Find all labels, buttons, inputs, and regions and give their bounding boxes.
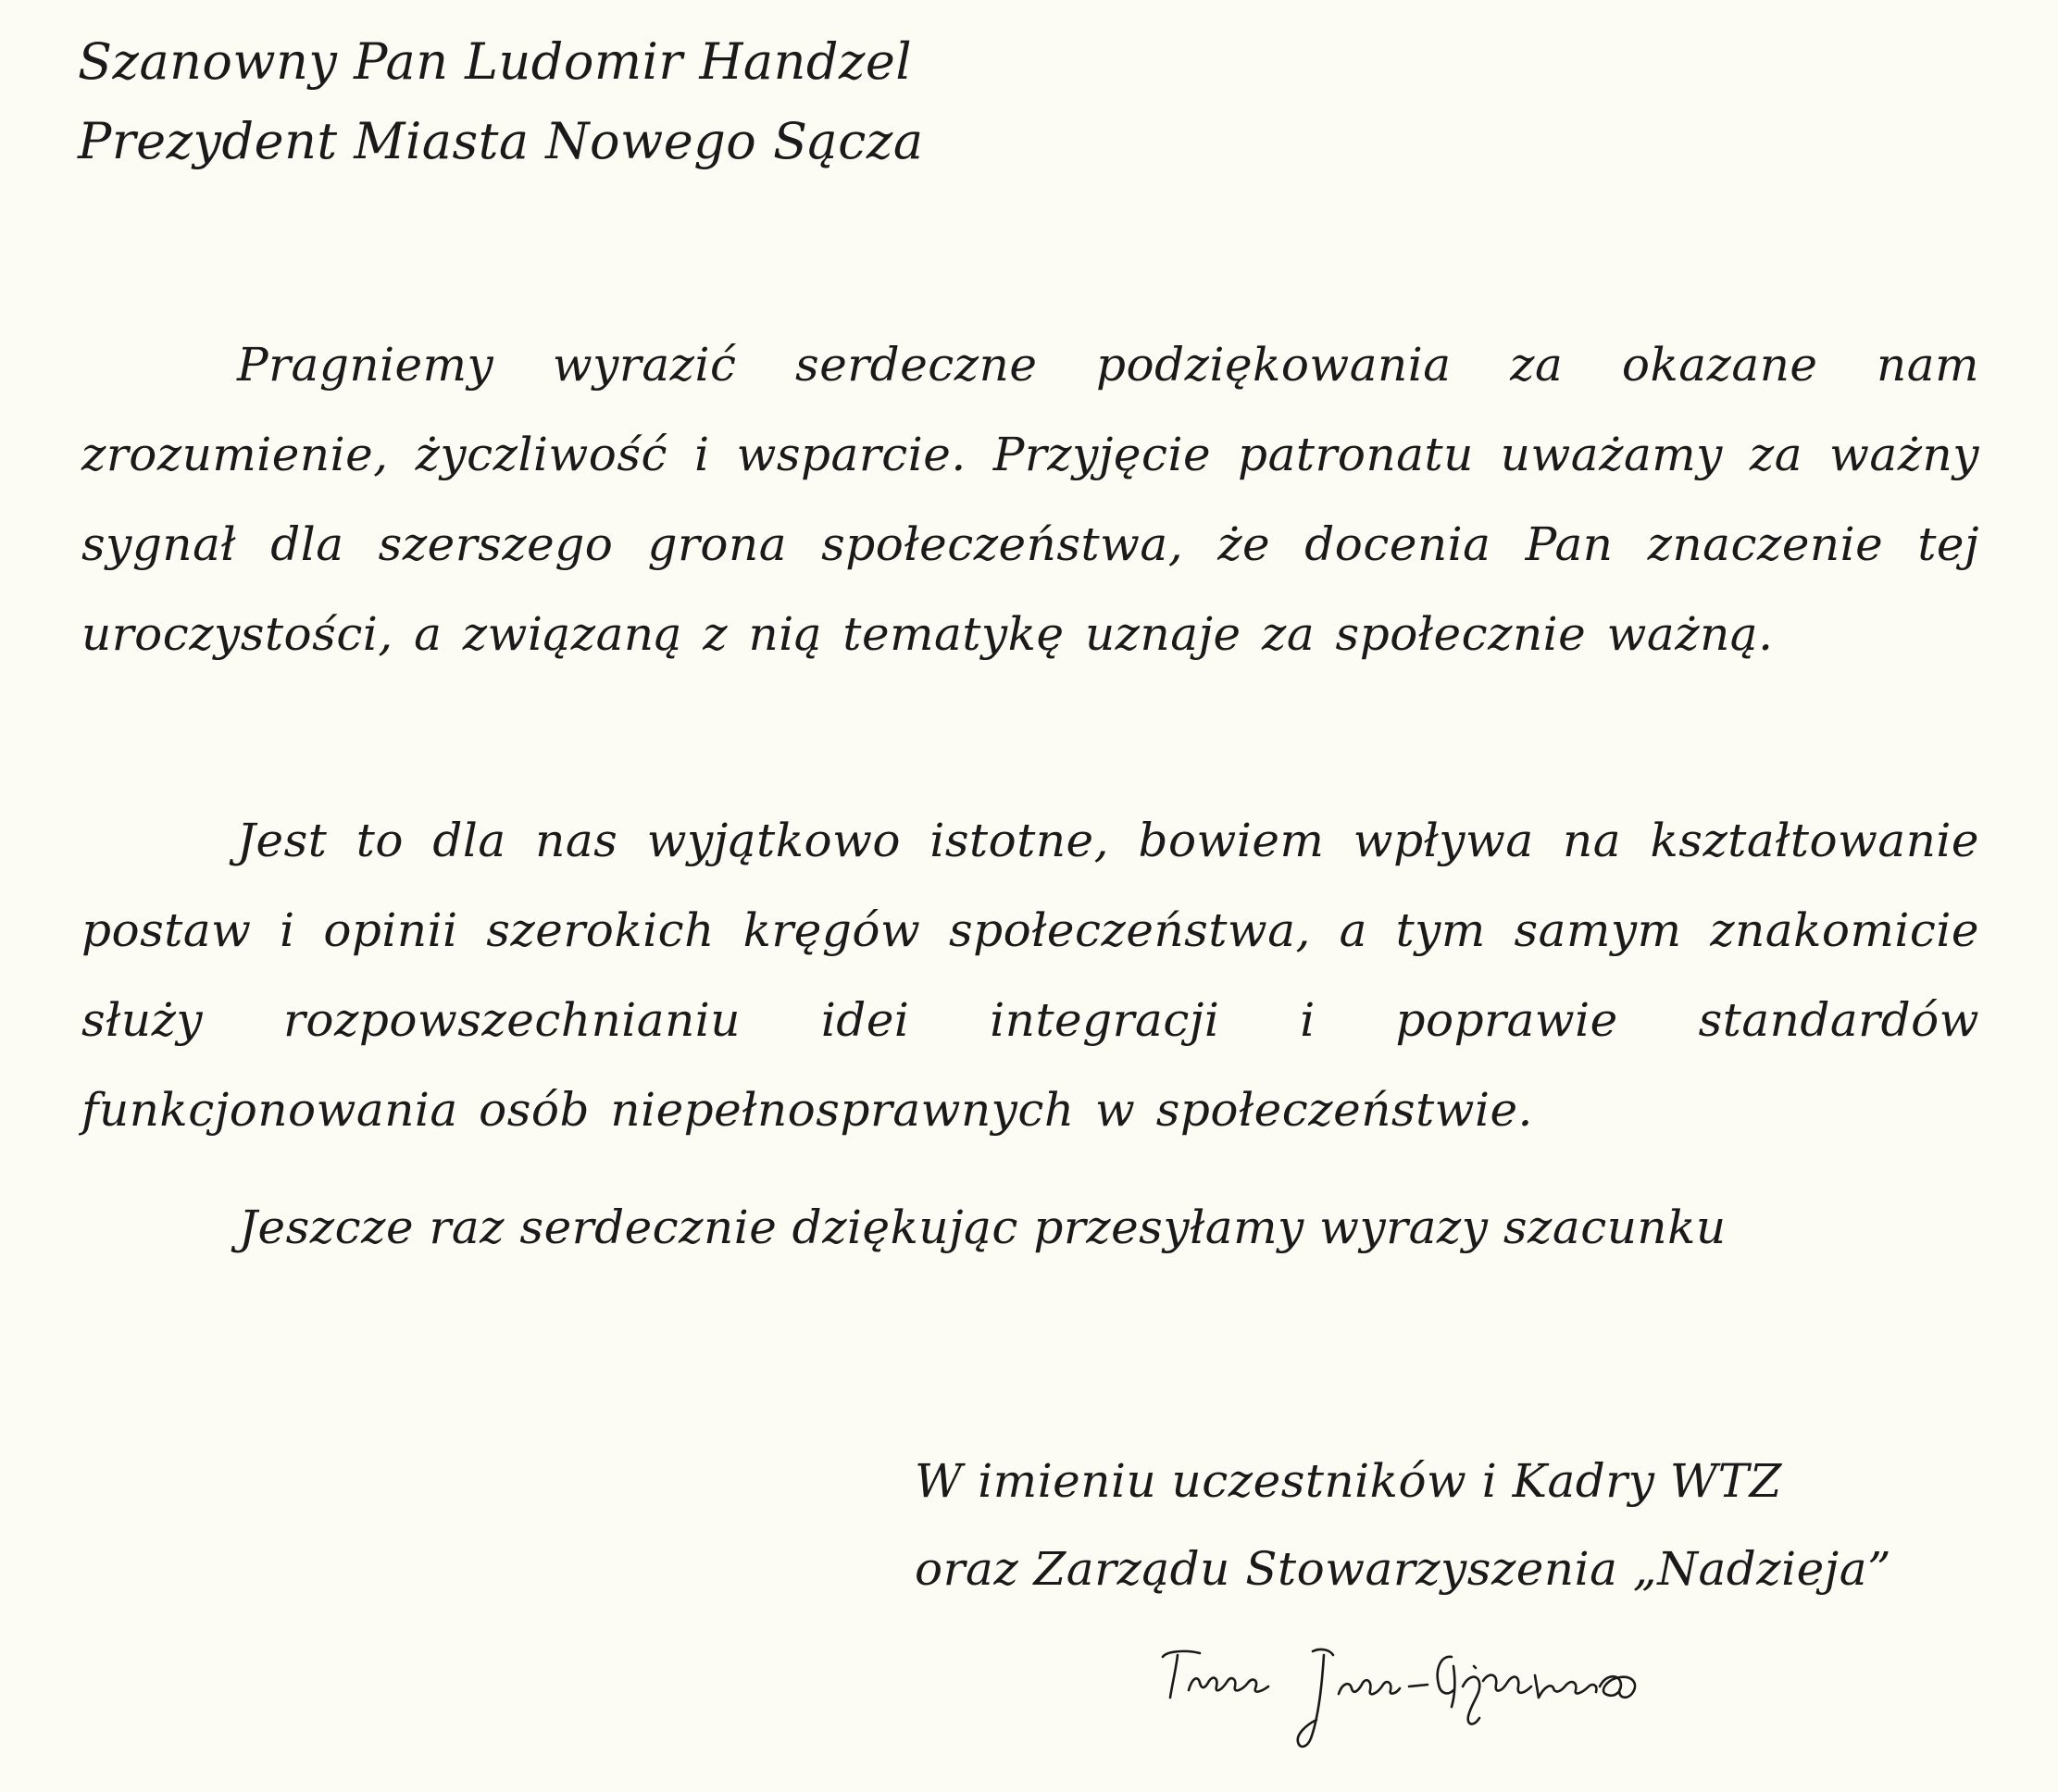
addressee-block [78,22,924,181]
handwritten-signature [1157,1629,1676,1759]
sender-line-1: W imieniu uczestników i Kadry WTZ [915,1454,1782,1508]
sender-block [915,1437,1891,1613]
addressee-title: Prezydent Miasta Nowego Sącza [78,112,924,170]
sender-line-2: oraz Zarządu Stowarzyszenia „Nadzieja” [915,1542,1892,1596]
letter-paragraph-1: Pragniemy wyrazić serdeczne podziękowania za okazane nam zrozumienie, życzliwość i wsparcie. Przyjęcie patronatu uważamy za ważny sygnał dla szerszego grona społeczeństwa, że docenia Pan znaczenie tej uroczystości, a związaną z nią tematykę uznaje za społecznie ważną. [81,338,1979,661]
letter-paragraph-2: Jest to dla nas wyjątkowo istotne, bowiem wpływa na kształtowanie postaw i opinii szerokich kręgów społeczeństwa, a tym samym znakomicie służy rozpowszechnianiu idei integracji i poprawie standardów funkcjonowania osób niepełnosprawnych w społeczeństwie. [81,814,1979,1137]
addressee-name: Szanowny Pan Ludomir Handzel [78,32,913,91]
closing-line: Jeszcze raz serdecznie dziękując przesyłamy wyrazy szacunku [239,1201,1727,1254]
